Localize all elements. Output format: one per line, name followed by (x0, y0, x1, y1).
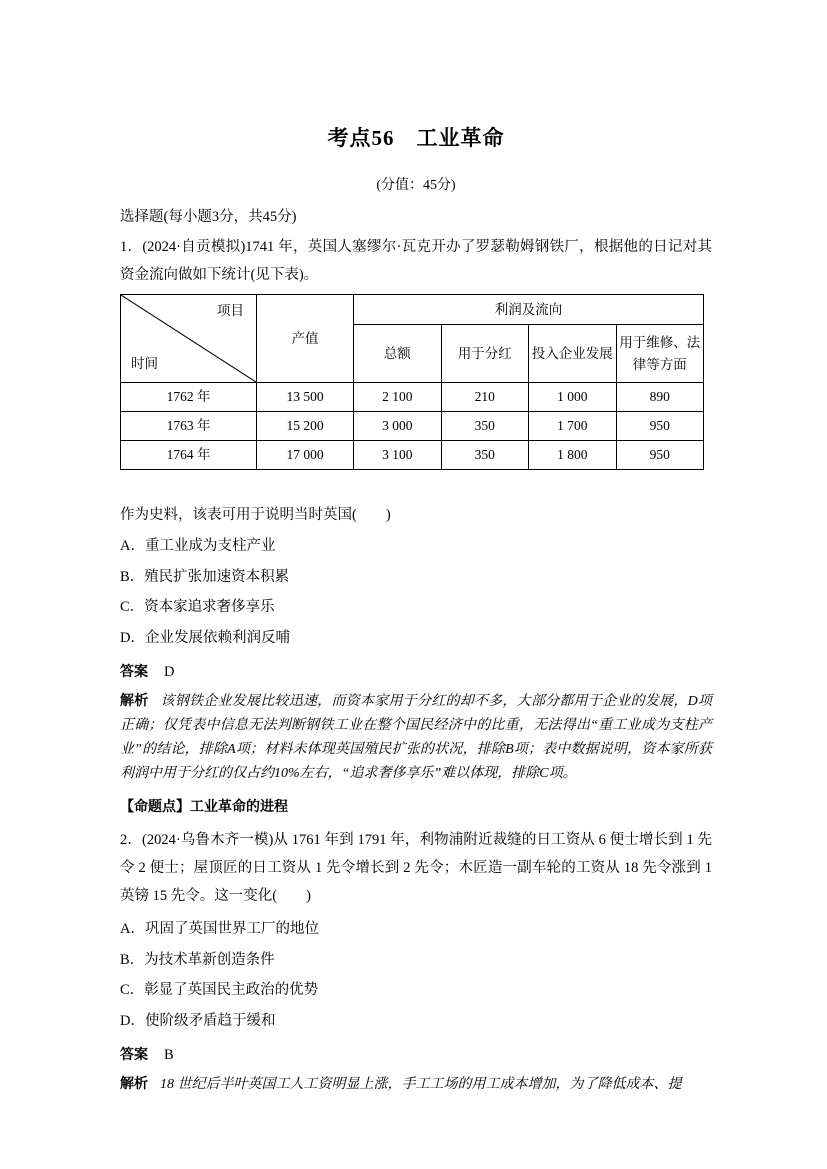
q2-analysis (120, 1071, 712, 1097)
cell-total: 3 100 (354, 441, 442, 470)
q1-option-a: A．重工业成为支柱产业 (120, 538, 276, 554)
q1-answer-label: 答案 (120, 663, 148, 679)
header-output: 产值 (257, 295, 354, 383)
cell-year: 1763 年 (121, 412, 257, 441)
cell-output: 15 200 (257, 412, 354, 441)
table-corner-cell (121, 295, 257, 383)
section-header: 选择题(每小题3分，共45分) (120, 209, 297, 225)
q2-option-b: B．为技术革新创造条件 (120, 951, 275, 968)
question-2-stem: 2．(2024·乌鲁木齐一模)从 1761 年到 1791 年，利物浦附近裁缝的日工资从 6 便士增长到 1 先令 2 便士；屋顶匠的日工资从 1 先令增长到 2 先令；木匠造一副车轮的工资从 18 先令涨到 1 英镑 15 先令。这一变化( ) (120, 832, 712, 904)
cell-year: 1762 年 (121, 383, 257, 412)
cell-maintain: 950 (616, 412, 704, 441)
q1-answer-value: D (164, 664, 175, 680)
cell-total: 2 100 (354, 383, 442, 412)
header-maintain: 用于维修、法律等方面 (616, 325, 704, 383)
question-2 (120, 826, 712, 1097)
q2-answer-line (120, 1041, 712, 1068)
q1-analysis (120, 688, 712, 786)
cell-total: 3 000 (354, 412, 442, 441)
cell-maintain: 890 (616, 383, 704, 412)
cell-invest: 1 000 (529, 383, 617, 412)
q2-options (120, 914, 712, 1036)
table-header-row-1 (121, 295, 704, 325)
cell-dividend: 210 (441, 383, 529, 412)
corner-label-time: 时间 (131, 356, 158, 371)
cell-dividend: 350 (441, 412, 529, 441)
q2-answer-label: 答案 (120, 1046, 148, 1062)
cell-output: 13 500 (257, 383, 354, 412)
q1-option-b: B．殖民扩张加速资本积累 (120, 568, 290, 585)
page-content (120, 0, 712, 1097)
q2-answer-value: B (164, 1047, 174, 1063)
topic-tag: 【命题点】工业革命的进程 (120, 798, 288, 814)
cell-invest: 1 700 (529, 412, 617, 441)
table-row (121, 441, 704, 470)
cell-invest: 1 800 (529, 441, 617, 470)
cell-dividend: 350 (441, 441, 529, 470)
corner-label-project: 项目 (217, 303, 244, 318)
q1-analysis-text: 该钢铁企业发展比较迅速，而资本家用于分红的却不多，大部分都用于企业的发展，D项正确；仅凭表中信息无法判断钢铁工业在整个国民经济中的比重，无法得出“重工业成为支柱产业”的结论，排除A项；材料未体现英国殖民扩张的状况，排除B项；表中数据说明，资本家所获利润中用于分红的仅占约10%左右，“追求奢侈享乐”难以体现，排除C项。 (120, 694, 713, 781)
header-profit-group: 利润及流向 (354, 295, 704, 325)
question-1-stem: 1．(2024·自贡模拟)1741 年，英国人塞缪尔·瓦克开办了罗瑟勒姆钢铁厂，根据他的日记对其资金流向做如下统计(见下表)。 (120, 239, 712, 283)
cell-year: 1764 年 (121, 441, 257, 470)
q2-option-c: C．彰显了英国民主政治的优势 (120, 982, 319, 998)
cell-maintain: 950 (616, 441, 704, 470)
q1-question-line: 作为史料，该表可用于说明当时英国( ) (120, 507, 391, 523)
q1-data-table (120, 294, 704, 470)
q2-analysis-text: 18 世纪后半叶英国工人工资明显上涨，手工工场的用工成本增加，为了降低成本、提 (160, 1077, 682, 1092)
header-invest: 投入企业发展 (529, 325, 617, 383)
question-1 (120, 233, 712, 819)
q2-analysis-label: 解析 (120, 1075, 148, 1091)
q1-answer-line (120, 658, 712, 685)
q2-option-d: D．使阶级矛盾趋于缓和 (120, 1012, 276, 1029)
q1-analysis-label: 解析 (120, 692, 149, 708)
header-dividend: 用于分红 (441, 325, 529, 383)
q1-option-c: C．资本家追求奢侈享乐 (120, 599, 275, 615)
header-total: 总额 (354, 325, 442, 383)
score-note: (分值：45分) (376, 178, 456, 193)
q1-options (120, 531, 712, 653)
table-row (121, 412, 704, 441)
q2-option-a: A．巩固了英国世界工厂的地位 (120, 921, 319, 937)
q1-option-d: D．企业发展依赖利润反哺 (120, 629, 290, 646)
page-title: 考点56 工业革命 (327, 126, 505, 150)
table-row (121, 383, 704, 412)
cell-output: 17 000 (257, 441, 354, 470)
